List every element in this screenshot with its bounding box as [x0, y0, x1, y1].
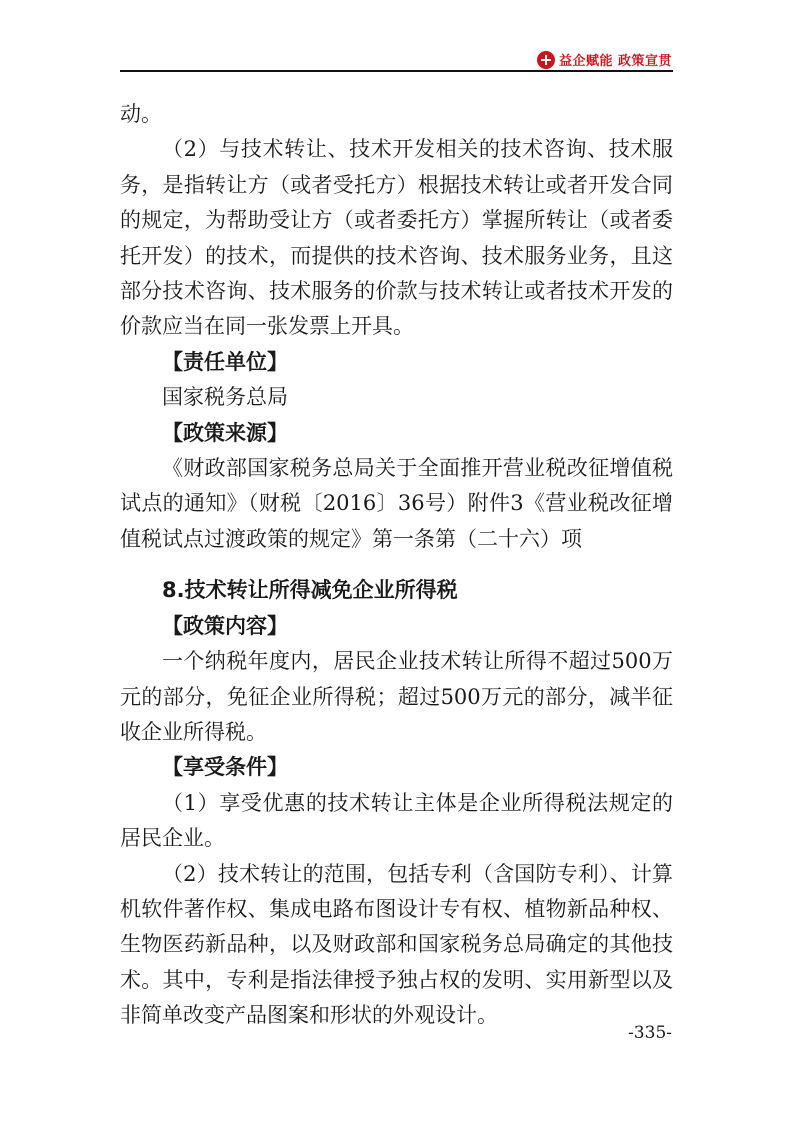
item2-paragraph: （2）与技术转让、技术开发相关的技术咨询、技术服务，是指转让方（或者受托方）根据技术转让或者开发合同的规定，为帮助受让方（或者委托方）掌握所转让（或者委托开发）的技术，而提供的技术咨询、技术服务业务，且这部分技术咨询、技术服务的价款与技术转让或者技术开发的价款应当在同一张发票上开具。 [120, 137, 673, 339]
section-title: 8.技术转让所得减免企业所得税 [162, 578, 458, 603]
page-number: -335- [628, 1023, 672, 1043]
logo-circle-cross-icon [537, 51, 555, 69]
page-content [120, 97, 673, 1034]
header-rule [120, 70, 673, 72]
brand-text: 益企赋能 政策宣贯 [558, 54, 672, 69]
condition-2: （2）技术转让的范围，包括专利（含国防专利）、计算机软件著作权、集成电路布图设计专有权、植物新品种权、生物医药新品种，以及财政部和国家税务总局确定的其他技术。其中，专利是指法律授予独占权的发明、实用新型以及非简单改变产品图案和形状的外观设计。 [120, 861, 673, 1028]
policy-text: 一个纳税年度内，居民企业技术转让所得不超过500万元的部分，免征企业所得税；超过500万元的部分，减半征收企业所得税。 [120, 649, 673, 744]
responsible-heading: 【责任单位】 [162, 349, 288, 374]
condition-1: （1）享受优惠的技术转让主体是企业所得税法规定的居民企业。 [120, 790, 673, 851]
policy-heading: 【政策内容】 [162, 613, 288, 638]
continuation-text: 动。 [120, 102, 162, 126]
responsible-unit: 国家税务总局 [162, 385, 288, 410]
source-heading: 【政策来源】 [162, 420, 288, 445]
header-brand [537, 50, 672, 69]
conditions-heading: 【享受条件】 [162, 755, 288, 780]
source-text: 《财政部国家税务总局关于全面推开营业税改征增值税试点的通知》（财税〔2016〕36号）附件3《营业税改征增值税试点过渡政策的规定》第一条第（二十六）项 [120, 456, 673, 551]
